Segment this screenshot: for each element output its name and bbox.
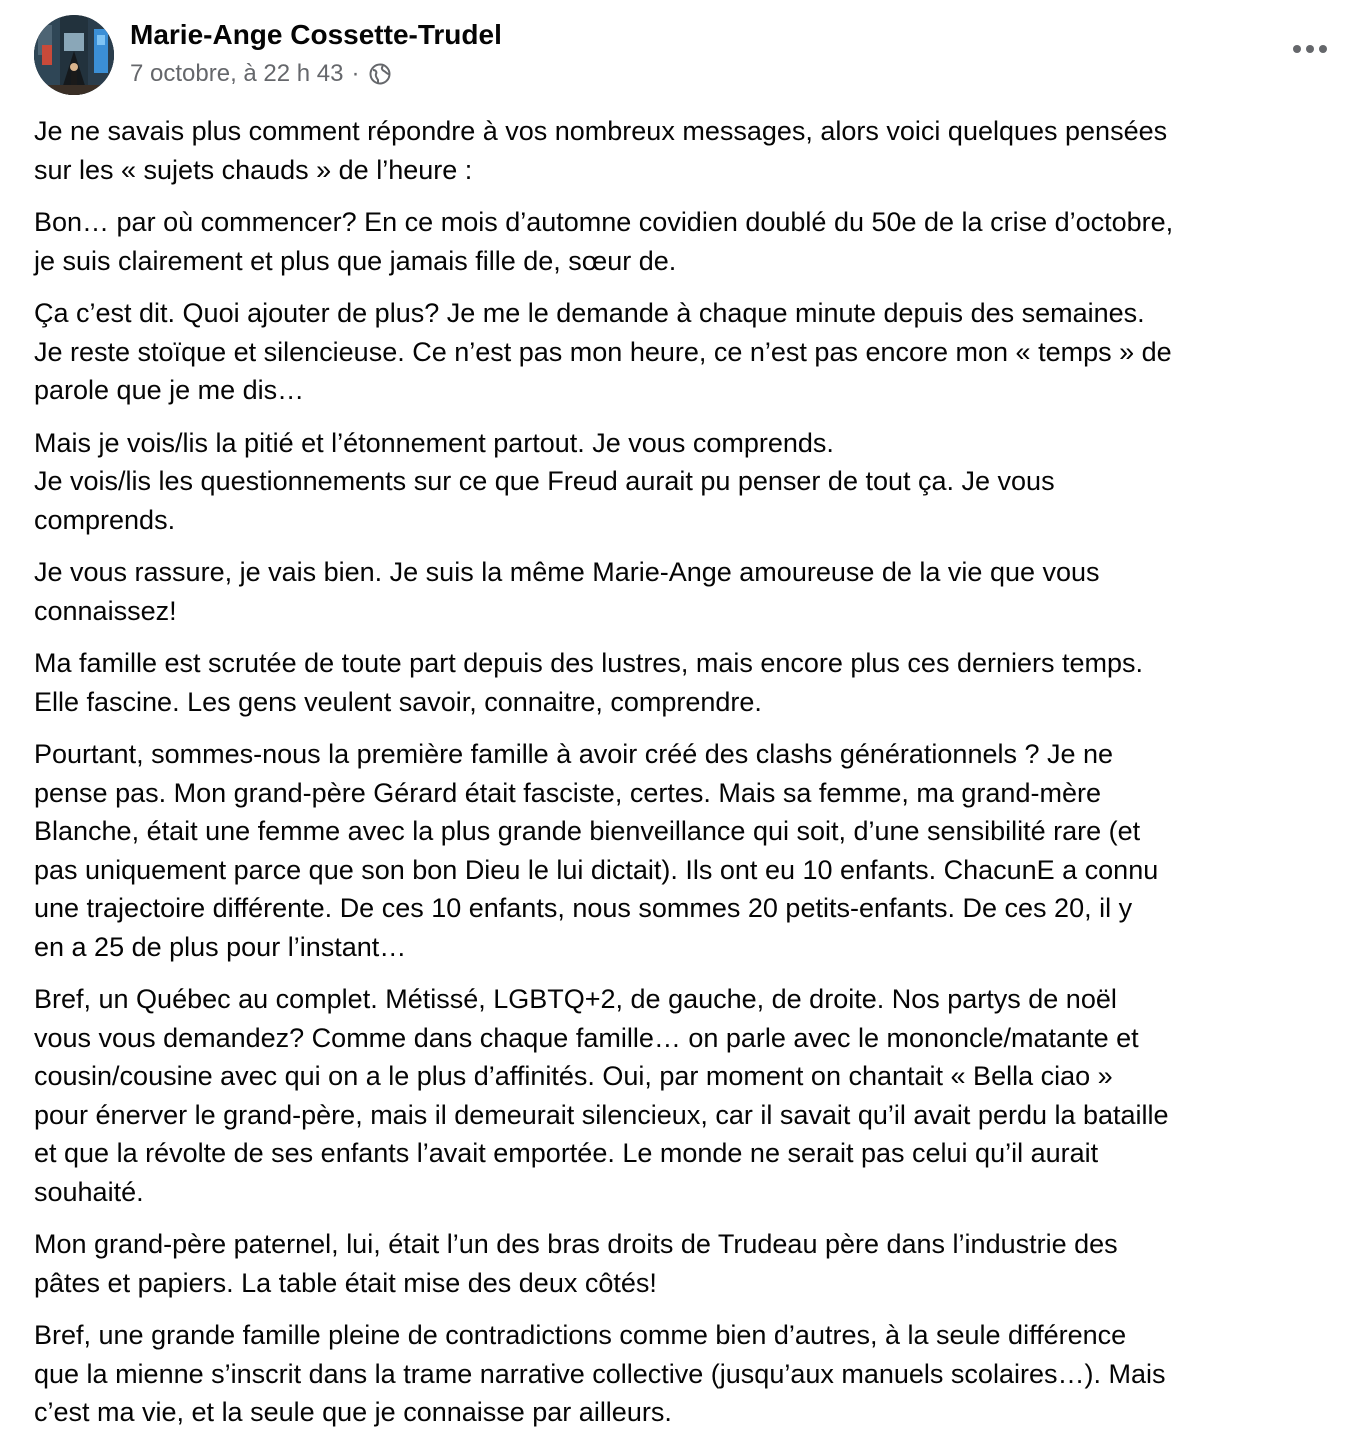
post-paragraph: Bref, un Québec au complet. Métissé, LGBTQ+2, de gauche, de droite. Nos partys de noël vous vous demandez? Comme dans chaque famille… on parle avec le mononcle/matante et cousin/cousine avec qui on a le plus d’affinités. Oui, par moment on chantait « Bella ciao » pour énerver le grand-père, mais il demeurait silencieux, car il savait qu’il avait perdu la bataille et que la révolte de ses enfants l’avait emportée. Le monde ne serait pas celui qu’il aurait souhaité.: [34, 984, 1169, 1207]
post-header: [34, 15, 1334, 97]
post-paragraph: Mon grand-père paternel, lui, était l’un des bras droits de Trudeau père dans l’industrie des pâtes et papiers. La table était mise des deux côtés!: [34, 1229, 1118, 1298]
avatar-photo: [34, 15, 114, 95]
post-paragraph: Ma famille est scrutée de toute part depuis des lustres, mais encore plus ces derniers temps. Elle fascine. Les gens veulent savoir, connaitre, comprendre.: [34, 648, 1144, 717]
meta-separator: ·: [351, 60, 360, 87]
author-name[interactable]: Marie-Ange Cossette-Trudel: [130, 19, 502, 50]
globe-icon[interactable]: [368, 62, 392, 86]
post-paragraph: Bref, une grande famille pleine de contradictions comme bien d’autres, à la seule différence que la mienne s’inscrit dans la trame narrative collective (jusqu’aux manuels scolaires…). Mais c’est ma vie, et la seule que je connaisse par ailleurs.: [34, 1320, 1166, 1427]
post-paragraph: Ça c’est dit. Quoi ajouter de plus? Je me le demande à chaque minute depuis des semaines. Je reste stoïque et silencieuse. Ce n’est pas mon heure, ce n’est pas encore mon « temps » de parole que je me dis…: [34, 298, 1172, 405]
avatar[interactable]: [34, 15, 114, 95]
post-paragraph: Je ne savais plus comment répondre à vos nombreux messages, alors voici quelques pensées sur les « sujets chauds » de l’heure :: [34, 116, 1168, 185]
more-options-icon[interactable]: [1290, 37, 1330, 61]
post-timestamp[interactable]: 7 octobre, à 22 h 43: [130, 60, 344, 87]
post-body: [34, 112, 1334, 1446]
post-paragraph: Mais je vois/lis la pitié et l’étonnement partout. Je vous comprends. Je vois/lis les questionnements sur ce que Freud aurait pu penser de tout ça. Je vous comprends.: [34, 427, 1055, 535]
post-paragraph: Je vous rassure, je vais bien. Je suis la même Marie-Ange amoureuse de la vie que vous connaissez!: [34, 557, 1100, 626]
post-paragraph: Bon… par où commencer? En ce mois d’automne covidien doublé du 50e de la crise d’octobre, je suis clairement et plus que jamais fille de, sœur de.: [34, 207, 1174, 276]
post-meta: [130, 60, 392, 88]
post-paragraph: Pourtant, sommes-nous la première famille à avoir créé des clashs générationnels ? Je ne pense pas. Mon grand-père Gérard était fasciste, certes. Mais sa femme, ma grand-mère Blanche, était une femme avec la plus grande bienveillance qui soit, d’une sensibilité rare (et pas uniquement parce que son bon Dieu le lui dictait). Ils ont eu 10 enfants. ChacunE a connu une trajectoire différente. De ces 10 enfants, nous sommes 20 petits-enfants. De ces 20, il y en a 25 de plus pour l’instant…: [34, 739, 1159, 962]
